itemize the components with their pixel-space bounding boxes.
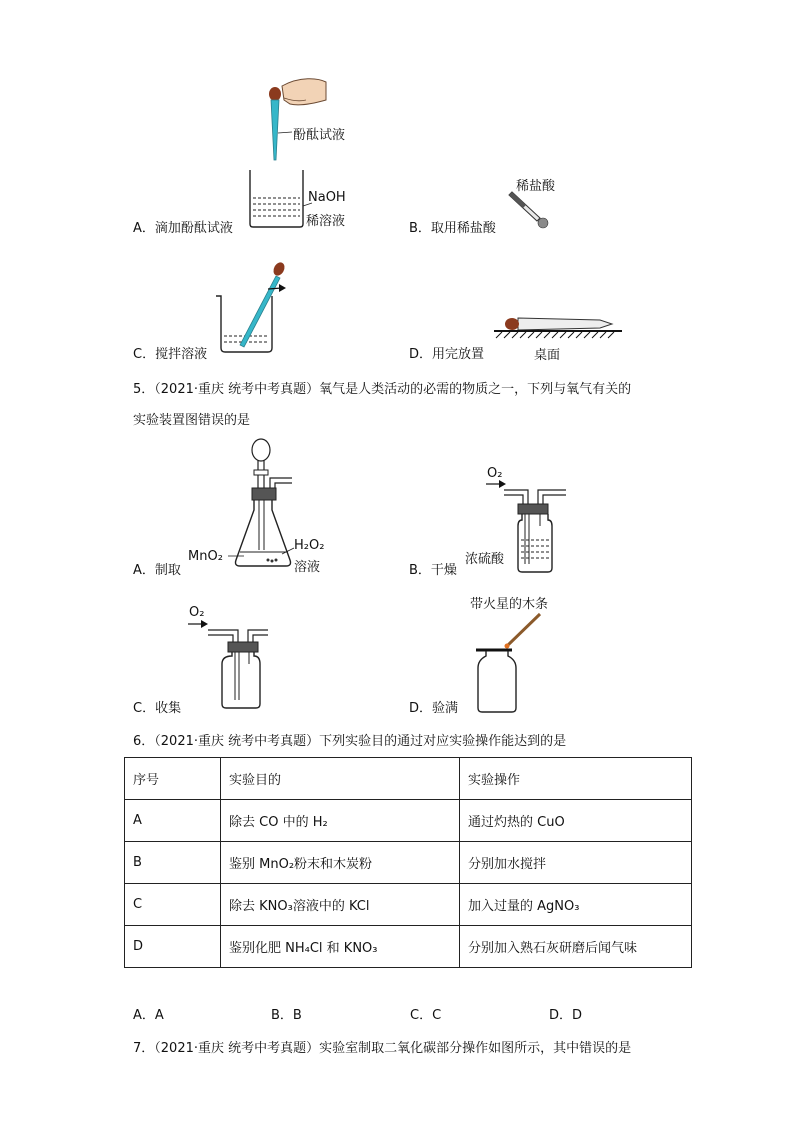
table-row <box>125 926 692 968</box>
row-index: C <box>125 884 221 926</box>
header-operation: 实验操作 <box>460 758 692 800</box>
row-purpose: 除去 KNO₃溶液中的 KCl <box>221 884 460 926</box>
header-purpose: 实验目的 <box>221 758 460 800</box>
dilute-solution-label: 稀溶液 <box>306 214 346 229</box>
option-4d-label: D．用完放置 <box>409 347 485 362</box>
row-operation: 加入过量的 AgNO₃ <box>460 884 692 926</box>
choice-b: B．B <box>271 1008 302 1023</box>
row-purpose: 鉴别 MnO₂粉末和木炭粉 <box>221 842 460 884</box>
phenolphthalein-label: 酚酞试液 <box>293 128 346 143</box>
choice-c: C．C <box>410 1008 442 1023</box>
row-purpose: 除去 CO 中的 H₂ <box>221 800 460 842</box>
h2o2-label: H₂O₂ <box>294 538 325 553</box>
o2-inlet-label-b: O₂ <box>487 466 503 481</box>
conc-sulfuric-acid-label: 浓硫酸 <box>465 552 505 567</box>
row-index: A <box>125 800 221 842</box>
row-operation: 分别加水搅拌 <box>460 842 692 884</box>
header-index: 序号 <box>125 758 221 800</box>
table-header-row <box>125 758 692 800</box>
table-row <box>125 800 692 842</box>
option-5c-label: C．收集 <box>133 701 182 716</box>
question-5-stem-line2: 实验装置图错误的是 <box>133 413 251 428</box>
o2-inlet-label-c: O₂ <box>189 605 205 620</box>
experiment-table <box>124 757 692 968</box>
glowing-splint-label: 带火星的木条 <box>470 597 549 612</box>
row-operation: 通过灼热的 CuO <box>460 800 692 842</box>
naoh-label: NaOH <box>308 190 346 205</box>
option-4a-label: A．滴加酚酞试液 <box>133 221 233 236</box>
table-row <box>125 842 692 884</box>
row-purpose: 鉴别化肥 NH₄Cl 和 KNO₃ <box>221 926 460 968</box>
option-4b-label: B．取用稀盐酸 <box>409 221 496 236</box>
option-5b-label: B．干燥 <box>409 563 457 578</box>
question-7-stem: 7．（2021·重庆 统考中考真题）实验室制取二氧化碳部分操作如图所示，其中错误的是 <box>133 1041 632 1056</box>
question-6-stem: 6．（2021·重庆 统考中考真题）下列实验目的通过对应实验操作能达到的是 <box>133 734 567 749</box>
table-row <box>125 884 692 926</box>
table-surface-label: 桌面 <box>534 348 561 363</box>
dilute-hcl-label: 稀盐酸 <box>516 179 556 194</box>
choice-a: A．A <box>133 1008 164 1023</box>
row-operation: 分别加入熟石灰研磨后闻气味 <box>460 926 692 968</box>
mno2-label: MnO₂ <box>188 549 223 564</box>
question-5-stem-line1: 5．（2021·重庆 统考中考真题）氧气是人类活动的必需的物质之一，下列与氧气有关的 <box>133 382 632 397</box>
row-index: B <box>125 842 221 884</box>
solution-label: 溶液 <box>294 560 321 575</box>
option-4c-label: C．搅拌溶液 <box>133 347 208 362</box>
row-index: D <box>125 926 221 968</box>
choice-d: D．D <box>549 1008 583 1023</box>
option-5d-label: D．验满 <box>409 701 459 716</box>
option-5a-label: A．制取 <box>133 563 181 578</box>
